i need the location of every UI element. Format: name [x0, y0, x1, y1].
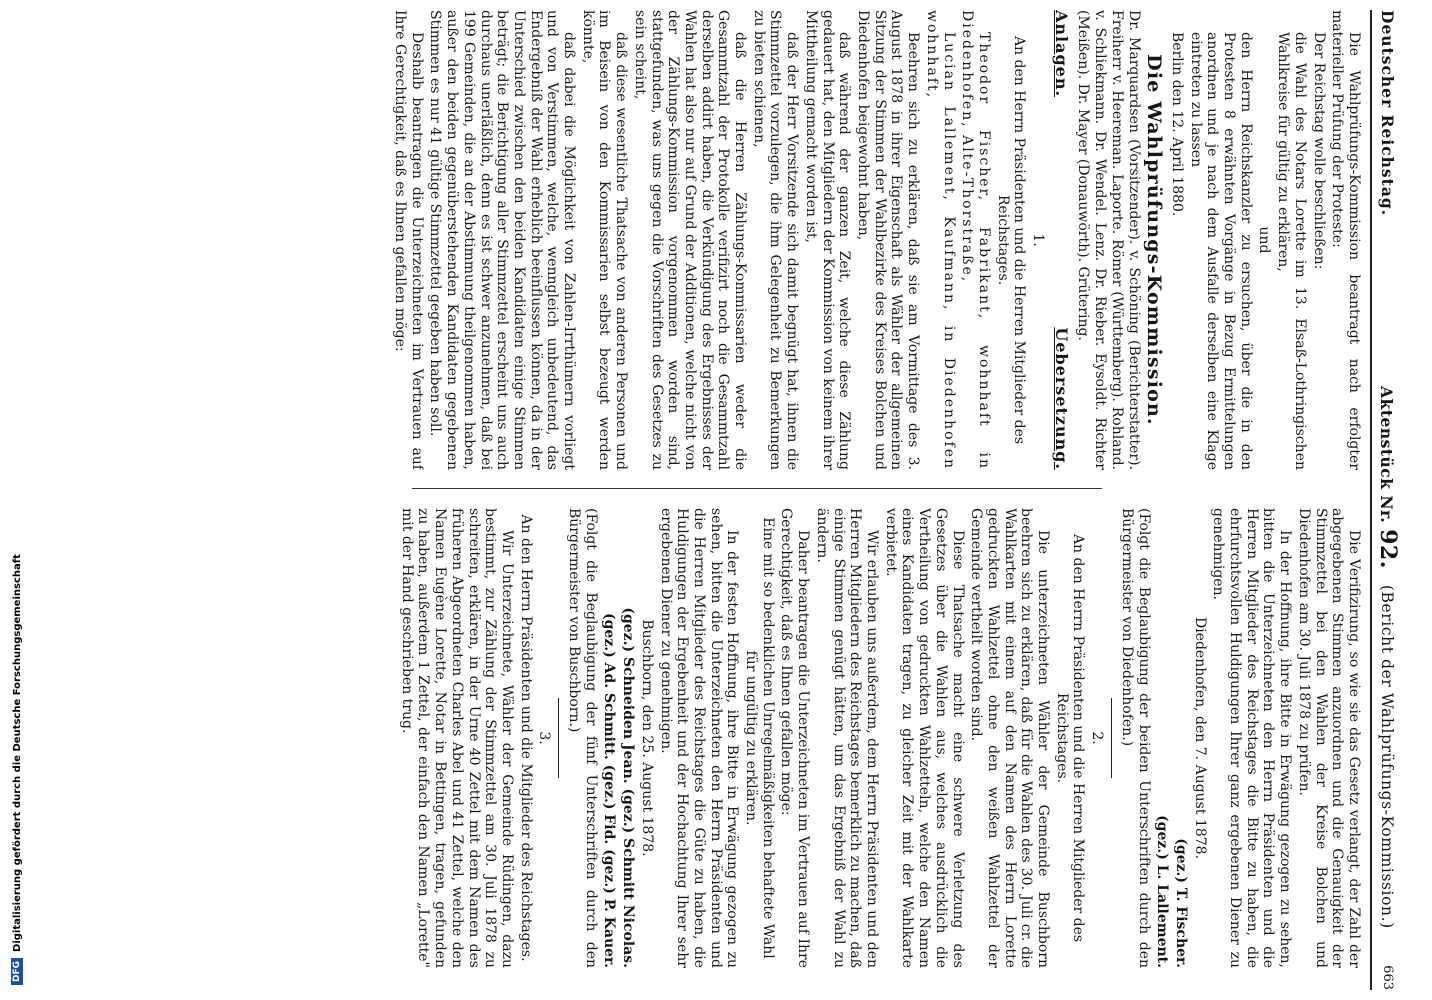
sheet-label: Aktenstück Nr.	[1377, 386, 1397, 524]
document-number	[1375, 386, 1402, 569]
signature: (gez.) T. Fischer.	[1172, 838, 1189, 968]
paragraph: daß diese wesentliche Thatsache von anderen Personen und im Beisein von den Kommissarien selbst bezeugt werden könnte,	[579, 10, 630, 470]
digitization-notice	[11, 554, 23, 985]
paragraph: Die unterzeichneten Wähler der Gemeinde Buschborn beehren sich zu erklären, daß für die Wahlen des 30. Juli cr. die Wahlkarten mit einem auf den Namen des Herrn Lorette gedruckten Wahlzettel ohne den weißen Wahlzettel der Gemeinde vertheilt worden sind.	[968, 508, 1052, 968]
right-column	[40, 508, 1362, 968]
divider-rule	[1111, 698, 1112, 778]
anlagen-heading: Anlagen.	[1051, 10, 1071, 98]
paragraph: Wir erlauben uns außerdem, dem Herrn Präsidenten und den Herren Mitgliedern des Reichstages bemerklich zu machen, daß einige Stimmen genügt hätten, um das Ergebniß der Wahl zu ändern.	[813, 508, 881, 968]
section-heading	[1052, 10, 1069, 470]
paragraph: Deshalb beantragen die Unterzeichneten im Vertrauen auf Ihre Gerechtigkeit, daß es Ihnen gefallen möge:	[392, 10, 425, 470]
commission-title: Die Wahlprüfungs-Kommission.	[1143, 54, 1166, 426]
signature: (gez.) Schneiden Jean. (gez.) Schmitt Nicolas.	[620, 607, 637, 968]
digitization-strip	[0, 0, 22, 1000]
date-line: Diedenhofen, den 7. August 1878.	[1191, 616, 1208, 860]
page-number: 663	[1380, 965, 1396, 990]
page-header	[1370, 10, 1402, 990]
column-divider	[412, 488, 1102, 489]
signature: (gez.) L. Lallement.	[1154, 815, 1171, 968]
paragraph: Die Wahlprüfungs-Kommission beantragt nach erfolgter materieller Prüfung der Proteste:	[1329, 10, 1362, 470]
signature: (gez.) Ad. Schmitt. (gez.) Fid. (gez.) P. Kauer.	[601, 613, 618, 968]
paragraph: und	[1256, 226, 1273, 254]
paragraph: Wir Unterzeichnete, Wähler der Gemeinde Rüdingen, dazu bestimmt, zur Zählung der Stimmzettel am 30. Juli 1878 zu schreiten, erklären, in der Urne 40 Zettel mit dem Namen des früheren Abgeordneten Charles Abel und 41 Zettel, welche den Namen Eugène Lorette, Notar in Bettingen, tragen, gefunden zu haben, außerdem 1 Zettel, der einfach den Namen „Lorette" mit der Hand geschrieben trug.	[398, 508, 515, 968]
addressee: An den Herrn Präsidenten und die Mitglieder des Reichstages.	[517, 514, 534, 962]
paragraph: daß der Herr Vorsitzende sich damit begnügt hat, ihnen die Stimmzettel vorzulegen, die ihm Gelegenheit zu Bemerkungen zu bieten schienen,	[750, 10, 801, 470]
paragraph: den Herrn Reichskanzler zu ersuchen, über die in den Protesten 8 erwähnten Vorgänge in Bezug Ermittelungen anordnen und je nach dem Ausfalle derselben eine Klage eintreten zu lassen	[1187, 32, 1254, 470]
attestation-note: (Folgt die Beglaubigung der beiden Unterschriften durch den Bürgermeister von Diedenhofen.)	[1118, 508, 1152, 968]
member-list: Dr. Marquardsen (Vorsitzender). v. Schöning (Berichterstatter). Freiherr v. Heereman. Laporte. Römer (Württemberg). Rohland. v. Schliekmann. Dr. Wendel. Lenz. Dr. Rieber. Eysoldt. Richter (Meißen). Dr. Mayer (Donauwörth). Grütering.	[1075, 10, 1142, 470]
paragraph: daß die Herren Zählungs-Kommissarien weder die Gesammtzahl der Protokolle verifizirt noch die Gesammtzahl derselben addirt haben, die Verkündigung des Ergebnisses der Wahlen hat also nur auf Grund der Additionen, welche nicht von der Zählungs-Kommission vorgenommen worden sind, stattgefunden, was uns gegen die Vorschriften des Gesetzes zu sein scheint,	[631, 10, 749, 470]
paragraph: In der Hoffnung, ihre Bitte in Erwägung gezogen zu sehen, bitten die Unterzeichneten den Herrn Präsidenten und die Herren Mitglieder des Reichstages die Bitte zu haben, die ehrfurchtsvollen Huldigungen Ihrer ganz ergebenen Diener zu genehmigen.	[1210, 508, 1294, 968]
paragraph: daß dabei die Möglichkeit von Zahlen-Irrthümern vorliegt und von Verstimmen, welche, wenngleich unbedeutend, das Endergebniß der Wahl erheblich beeinflussen können, da in der Unterschied zwischen den beiden Kandidaten einige Stimmen beträgt; die Berichtigung aller Stimmzettel erscheint uns auch durchaus unerläßlich, denn es ist schwer anzunehmen, daß bei 199 Gemeinden, die an der Abstimmung theilgenommen haben, außer den beiden gegenüberstehenden Kandidaten gegebenen Stimmen es nur 41 gültige Stimmzettel gegeben haben soll.	[427, 10, 578, 470]
left-column	[40, 10, 1362, 470]
report-title: (Bericht der Wahlprüfungs-Kommission.)	[1378, 584, 1397, 929]
signatory: Theodor Fischer, Fabrikant, wohnhaft in Diedenhofen, Alte-Thorstraße,	[959, 10, 992, 470]
sheet-number: 92.	[1375, 529, 1402, 569]
paragraph: Daher beantragen die Unterzeichneten im Vertrauen auf Ihre Gerechtigkeit, daß es Ihnen gefallen möge:	[778, 508, 812, 968]
scanned-page	[32, 10, 1402, 990]
section-number: 1.	[1030, 233, 1047, 247]
paragraph: Diese Thatsache macht eine schwere Verletzung des Gesetzes über die Wahlen aus, welches ausdrücklich die Vertheilung von gedruckten Wahlzetteln, welche den Namen eines Kandidaten tragen, zu gleicher Zeit mit der Wahlkarte verbietet.	[882, 508, 966, 968]
paragraph: Der Reichstag wolle beschließen:	[1310, 32, 1327, 270]
date-line: Berlin den 12. April 1880.	[1168, 32, 1185, 217]
paragraph: daß während der ganzen Zeit, welche diese Zählung gedauert hat, den Mitgliedern der Kommission von keinem ihrer Mittheilung gemacht worden ist,	[802, 10, 853, 470]
addressee: An den Herrn Präsidenten und die Herren Mitglieder des Reichstages.	[994, 35, 1028, 445]
publication-title: Deutscher Reichstag.	[1378, 10, 1398, 217]
paragraph: In der festen Hoffnung, ihre Bitte in Erwägung gezogen zu sehen, bitten die Unterzeichneten den Herrn Präsidenten und die Herren Mitglieder des Reichstages die Güte zu haben, die Huldigungen der Ergebenheit und der Hochachtung Ihrer sehr ergebenen Diener zu genehmigen.	[657, 508, 741, 968]
dfg-logo: DFG	[11, 958, 23, 985]
section-number: 2.	[1089, 731, 1106, 745]
signatory: Lucian Lallement, Kaufmann, in Diedenhofen wohnhaft,	[923, 10, 957, 470]
attestation-note: (Folgt die Beglaubigung der fünf Unterschriften durch den Bürgermeister von Buschborn.)	[566, 508, 599, 968]
paragraph: die Wahl des Notars Lorette im 13. Elsaß-Lothringischen Wahlkreise für gültig zu erklären,	[1275, 32, 1308, 470]
translation-heading: Uebersetzung.	[1051, 327, 1071, 470]
section-number: 3.	[536, 731, 553, 745]
paragraph: Eine mit so bedenklichen Unregelmäßigkeiten behaftete Wahl für ungültig zu erklären.	[743, 517, 776, 959]
paragraph: Beehren sich zu erklären, daß sie am Vormittage des 3. August 1878 in ihrer Eigenschaft als Wähler der allgemeinen Sitzung der Stimmen der Wahlbezirke des Kreises Bolchen und Diedenhofen beigewohnt haben,	[855, 10, 922, 470]
paragraph: Die Verifizirung, so wie sie das Gesetz verlangt, der Zahl der abgegebenen Stimmen anzuordnen und die Genauigkeit der Stimmzettel bei den Wahlen der Kreise Bolchen und Diedenhofen am 30. Juli 1878 zu prüfen.	[1295, 508, 1362, 968]
funding-notice: Digitalisierung gefördert durch die Deutsche Forschungsgemeinschaft	[11, 554, 23, 952]
addressee: An den Herrn Präsidenten und die Herren Mitglieder des Reichstages.	[1053, 533, 1087, 943]
divider-rule	[558, 698, 559, 778]
date-line: Buschborn, den 25. August 1878.	[638, 619, 655, 857]
